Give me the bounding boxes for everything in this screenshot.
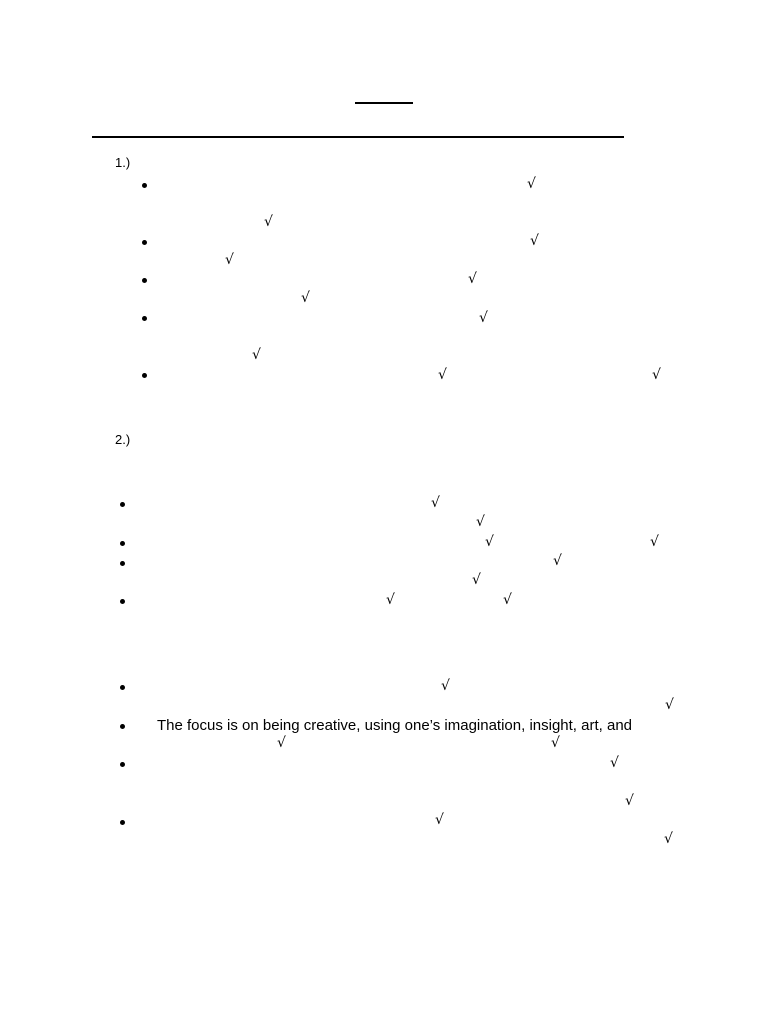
tick-mark: √ (472, 572, 481, 588)
tick-mark: √ (301, 290, 310, 306)
tick-mark: √ (503, 592, 512, 608)
tick-mark: √ (485, 534, 494, 550)
tick-mark: √ (435, 812, 444, 828)
bullet (120, 724, 125, 729)
bullet (142, 316, 147, 321)
heading-rule (92, 136, 624, 138)
tick-mark: √ (652, 367, 661, 383)
bullet (120, 541, 125, 546)
tick-mark: √ (551, 735, 560, 751)
bullet (120, 685, 125, 690)
tick-mark: √ (625, 793, 634, 809)
tick-mark: √ (650, 534, 659, 550)
bullet (142, 278, 147, 283)
bullet (142, 240, 147, 245)
tick-mark: √ (476, 514, 485, 530)
tick-mark: √ (530, 233, 539, 249)
bullet (120, 762, 125, 767)
bullet (142, 183, 147, 188)
tick-mark: √ (277, 735, 286, 751)
tick-mark: √ (553, 553, 562, 569)
tick-mark: √ (438, 367, 447, 383)
bullet (120, 502, 125, 507)
bullet (120, 561, 125, 566)
bullet (142, 373, 147, 378)
tick-mark: √ (252, 347, 261, 363)
question-number-2: 2.) (115, 432, 131, 447)
tick-mark: √ (665, 697, 674, 713)
tick-mark: √ (527, 176, 536, 192)
bullet (120, 599, 125, 604)
tick-mark: √ (441, 678, 450, 694)
tick-mark: √ (479, 310, 488, 326)
tick-mark: √ (386, 592, 395, 608)
question-number-1: 1.) (115, 155, 131, 170)
answer-text-line: The focus is on being creative, using one’s imagination, insight, art, and (157, 717, 633, 734)
tick-mark: √ (431, 495, 440, 511)
tick-mark: √ (610, 755, 619, 771)
tick-mark: √ (468, 271, 477, 287)
title-underline (355, 102, 413, 104)
tick-mark: √ (225, 252, 234, 268)
bullet (120, 820, 125, 825)
tick-mark: √ (664, 831, 673, 847)
tick-mark: √ (264, 214, 273, 230)
